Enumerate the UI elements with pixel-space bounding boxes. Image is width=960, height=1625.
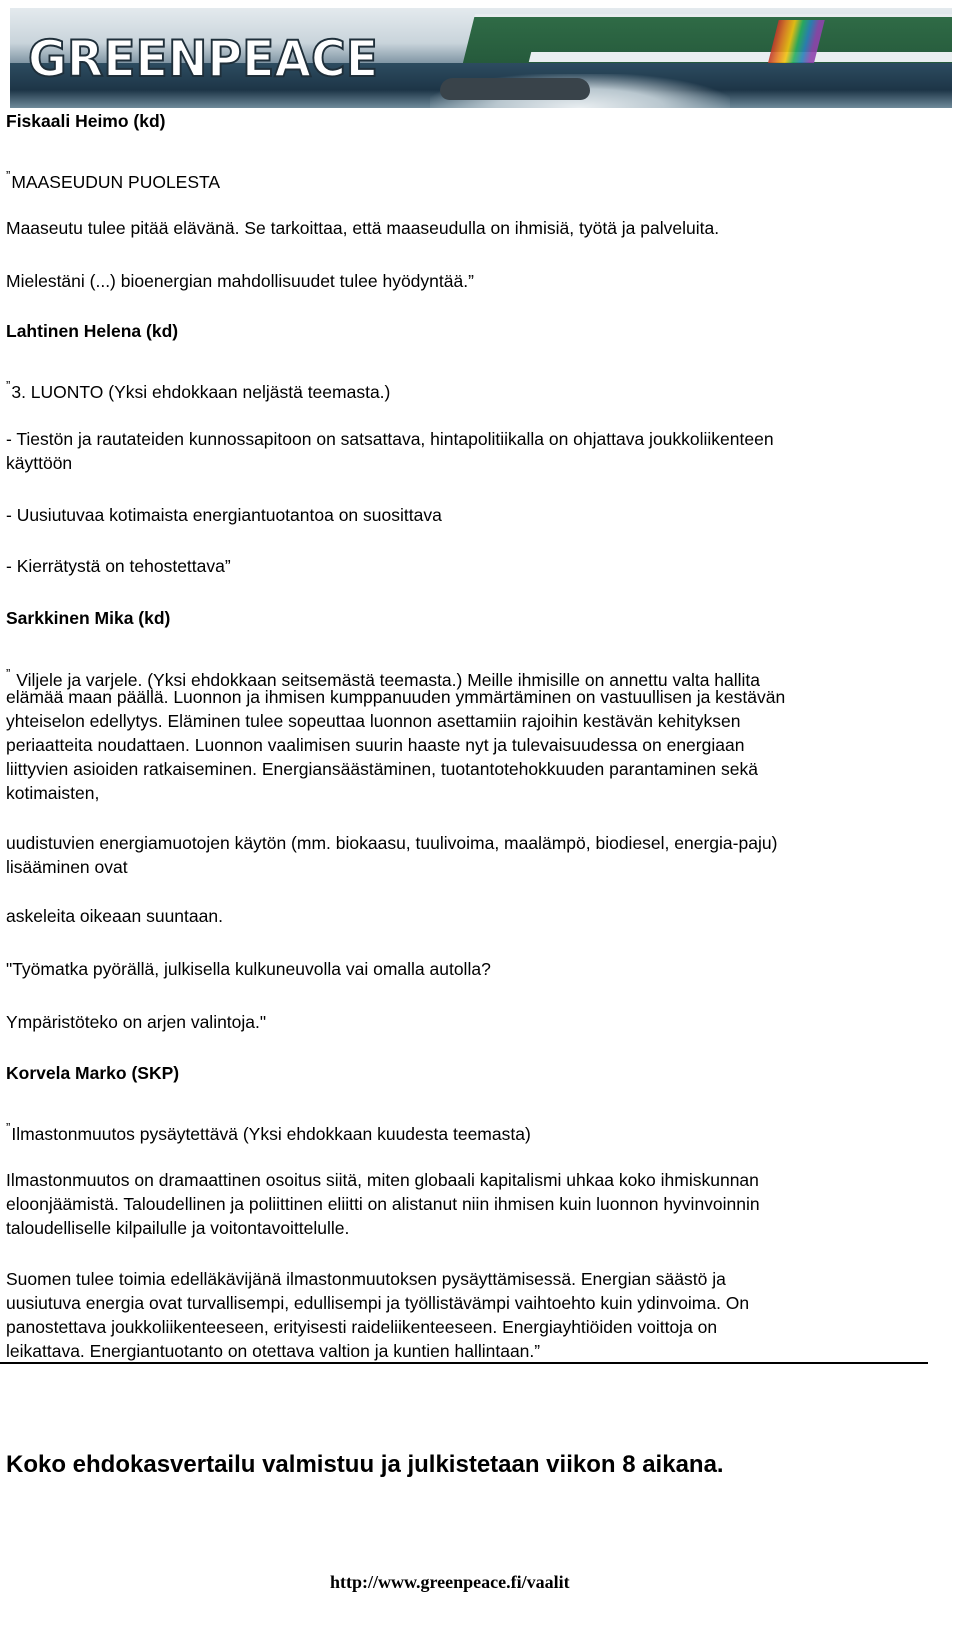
paragraph-line: panostettava joukkoliikenteeseen, erityisesti raideliikenteeseen. Energiayhtiöiden voittoja on	[6, 1317, 718, 1337]
paragraph-line: Ilmastonmuutos on dramaattinen osoitus siitä, miten globaali kapitalismi uhkaa koko ihmiskunnan	[6, 1170, 759, 1190]
topic-text: 3. LUONTO (Yksi ehdokkaan neljästä teemasta.)	[11, 382, 391, 402]
paragraph-line: yhteiselon edellytys. Eläminen tulee sopeuttaa luonnon asettamiin rajoihin kestävän kehityksen	[6, 711, 741, 731]
topic-text: MAASEUDUN PUOLESTA	[11, 172, 221, 192]
paragraph-line: kotimaisten,	[6, 783, 100, 803]
paragraph-line: Ympäristöteko on arjen valintoja."	[6, 1012, 267, 1032]
candidate-name: Fiskaali Heimo (kd)	[6, 111, 166, 131]
paragraph-line: liittyvien asioiden ratkaiseminen. Energiansäästäminen, tuotantotehokkuuden parantaminen sekä	[6, 759, 758, 779]
logo-text: GREENPEACE	[28, 30, 378, 88]
paragraph-line: taloudelliselle kilpailulle ja voitontavoittelulle.	[6, 1218, 350, 1238]
quote-mark: ”	[6, 168, 11, 183]
paragraph-line: - Uusiutuvaa kotimaista energiantuotantoa on suosittava	[6, 505, 442, 525]
paragraph-line: "Työmatka pyörällä, julkisella kulkuneuvolla vai omalla autolla?	[6, 959, 491, 979]
candidate-name: Sarkkinen Mika (kd)	[6, 608, 171, 628]
paragraph-line: lisääminen ovat	[6, 857, 128, 877]
ship-hull-band	[529, 52, 952, 62]
candidate-topic	[6, 374, 390, 404]
candidate-name: Korvela Marko (SKP)	[6, 1063, 180, 1083]
candidate-topic	[6, 164, 220, 194]
quote-mark: ”	[6, 666, 11, 681]
greenpeace-logo	[24, 26, 384, 88]
paragraph-line: käyttöön	[6, 453, 73, 473]
paragraph-line: periaatteita noudattaen. Luonnon vaalimisen suurin haaste nyt ja tulevaisuudessa on energiaan	[6, 735, 745, 755]
header-banner	[10, 8, 952, 108]
paragraph-line: - Tiestön ja rautateiden kunnossapitoon on satsattava, hintapolitiikalla on ohjattava joukkoliikenteen	[6, 429, 774, 449]
paragraph-line: eloonjäämistä. Taloudellinen ja poliittinen eliitti on alistanut niin ihmisen kuin luonnon hyvinvoinnin	[6, 1194, 760, 1214]
candidate-topic	[6, 1116, 531, 1146]
inflatable-boat-graphic	[440, 78, 590, 100]
paragraph-line: uudistuvien energiamuotojen käytön (mm. biokaasu, tuulivoima, maalämpö, biodiesel, energia-paju)	[6, 833, 778, 853]
paragraph-line: leikattava. Energiantuotanto on otettava valtion ja kuntien hallintaan.”	[6, 1341, 541, 1361]
paragraph-line: uusiutuva energia ovat turvallisempi, edullisempi ja työllistävämpi vaihtoehto kuin ydinvoima. On	[6, 1293, 750, 1313]
paragraph-line: Maaseutu tulee pitää elävänä. Se tarkoittaa, että maaseudulla on ihmisiä, työtä ja palveluita.	[6, 218, 720, 238]
paragraph-line: Suomen tulee toimia edelläkävijänä ilmastonmuutoksen pysäyttämisessä. Energian säästö ja	[6, 1269, 726, 1289]
topic-text: Ilmastonmuutos pysäytettävä (Yksi ehdokkaan kuudesta teemasta)	[11, 1124, 531, 1144]
quote-mark: ”	[6, 378, 11, 393]
candidate-name: Lahtinen Helena (kd)	[6, 321, 179, 341]
paragraph-line: - Kierrätystä on tehostettava”	[6, 556, 231, 576]
paragraph-line: elämää maan päällä. Luonnon ja ihmisen kumppanuuden ymmärtäminen on vastuullisen ja kestävän	[6, 687, 786, 707]
paragraph-text: Viljele ja varjele. (Yksi ehdokkaan seitsemästä teemasta.) Meille ihmisille on annettu valta hallita	[16, 670, 761, 690]
paragraph-line: Mielestäni (...) bioenergian mahdollisuudet tulee hyödyntää.”	[6, 271, 474, 291]
divider-line	[0, 1362, 928, 1364]
quote-mark: ”	[6, 1120, 11, 1135]
announcement-heading: Koko ehdokasvertailu valmistuu ja julkistetaan viikon 8 aikana.	[6, 1451, 724, 1478]
paragraph-line: askeleita oikeaan suuntaan.	[6, 906, 223, 926]
footer-url-link[interactable]: http://www.greenpeace.fi/vaalit	[330, 1572, 570, 1592]
